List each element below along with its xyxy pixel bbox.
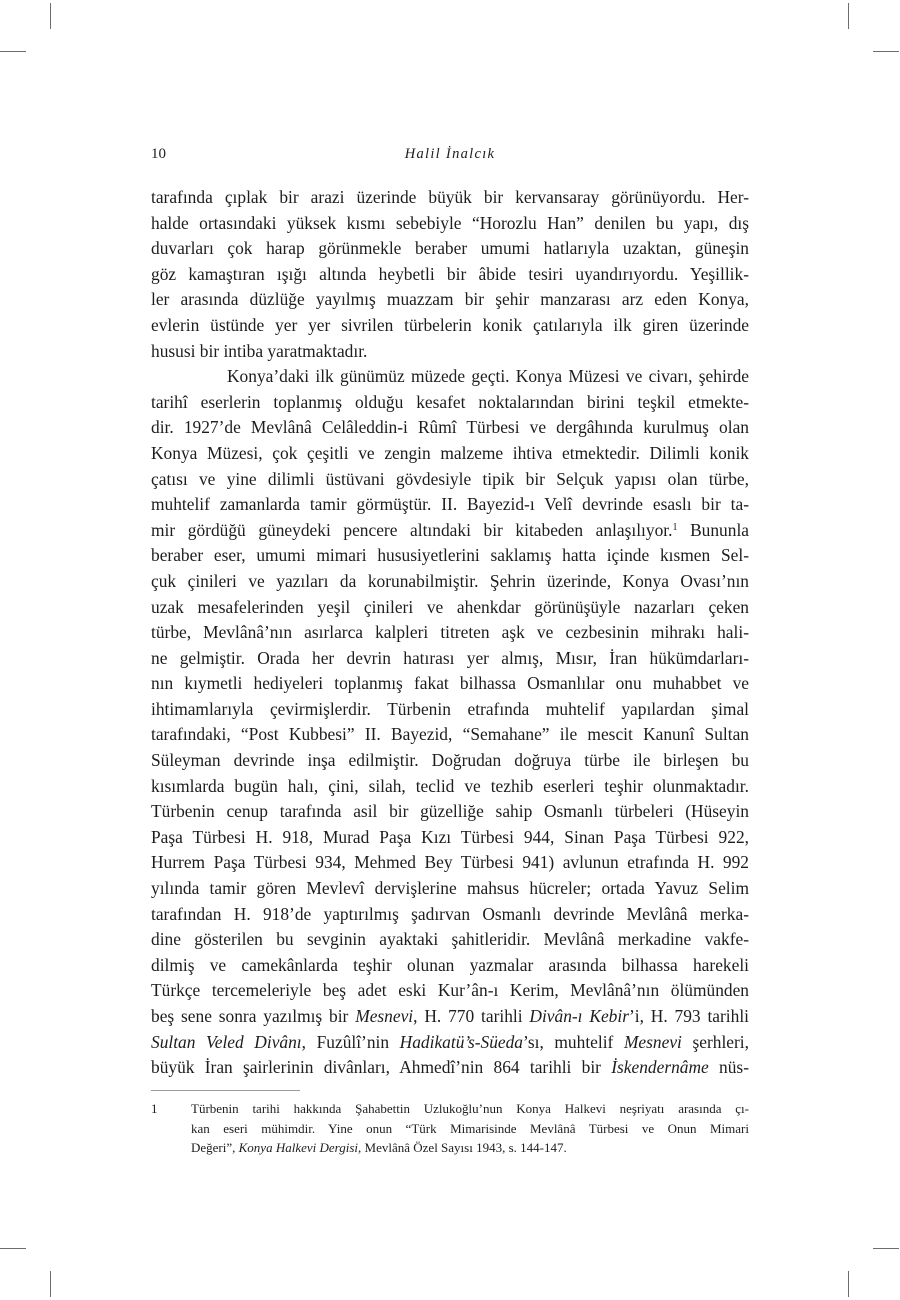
crop-mark — [848, 1271, 849, 1297]
book-title: İskendernâme — [611, 1057, 709, 1078]
text-line: duvarları çok harap görünmekle beraber umumi hatlarıyla uzaktan, güneşin — [151, 238, 749, 259]
crop-mark — [0, 1248, 26, 1249]
text-segment: şerhleri, — [681, 1031, 749, 1052]
book-title: Sultan Veled Divânı — [151, 1031, 302, 1052]
text-segment: Değeri”, — [191, 1140, 239, 1155]
text-line: göz kamaştıran ışığı altında heybetli bir âbide tesiri uyandırıyordu. Yeşillik- — [151, 263, 749, 284]
text-line: Süleyman devrinde inşa edilmiştir. Doğrudan doğruya türbe ile birleşen bu — [151, 750, 749, 771]
text-line: evlerin üstünde yer yer sivrilen türbelerin konik çatılarıyla ilk giren üzerinde — [151, 314, 749, 335]
text-line: Konya Müzesi, çok çeşitli ve zengin malzeme ihtiva etmektedir. Dilimli konik — [151, 442, 749, 463]
crop-mark — [873, 1248, 899, 1249]
text-line — [151, 1004, 749, 1030]
text-line: tarafında çıplak bir arazi üzerinde büyük bir kervansaray görünüyordu. Her- — [151, 187, 749, 207]
text-line: Türbenin tarihi hakkında Şahabettin Uzlukoğlu’nun Konya Halkevi neşriyatı arasında çı- — [191, 1101, 749, 1116]
text-segment: Mevlânâ Özel Sayısı 1943, s. 144-147. — [361, 1140, 567, 1155]
text-line — [151, 518, 749, 544]
footnote — [151, 1099, 749, 1158]
footnote-divider — [151, 1090, 300, 1091]
text-line: ihtimamlarıyla çevirmişlerdir. Türbenin etrafında muhtelif yapılardan şimal — [151, 698, 749, 719]
page-header — [151, 146, 749, 168]
text-line: tarafındaki, “Post Kubbesi” II. Bayezid, “Semahane” ile mescit Kanunî Sultan — [151, 724, 749, 745]
footnote-reference[interactable]: 1 — [672, 521, 678, 533]
text-line: tarihî eserlerin toplanmış olduğu kesafet noktalarından birini teşkil etmekte- — [151, 391, 749, 412]
book-title: Divân-ı Kebir — [529, 1006, 629, 1026]
text-line: beraber eser, umumi mimari hususiyetlerini saklamış hatta içinde kısmen Sel- — [151, 545, 749, 566]
paragraph — [151, 185, 749, 364]
text-line: dir. 1927’de Mevlânâ Celâleddin-i Rûmî Türbesi ve dergâhında kurulmuş olan — [151, 417, 749, 438]
text-line: muhtelif zamanlarda tamir görmüştür. II. Bayezid-ı Velî devrinde esaslı bir ta- — [151, 494, 749, 515]
paragraph — [151, 364, 749, 1081]
crop-mark — [0, 51, 26, 52]
page-number: 10 — [151, 146, 166, 162]
crop-mark — [50, 3, 51, 29]
text-line — [151, 1055, 749, 1081]
text-line — [151, 364, 749, 390]
book-title: Mesnevi — [355, 1006, 414, 1026]
text-line — [191, 1138, 749, 1158]
footnote-text — [191, 1099, 749, 1158]
journal-title: Konya Halkevi Dergisi, — [238, 1140, 362, 1155]
text-line: çatısı ve yine dilimli üstüvani gövdesiyle tipik bir Selçuk yapısı olan türbe, — [151, 468, 749, 489]
text-line: kan eseri mühimdir. Yine onun “Türk Mimarisinde Mevlânâ Türbesi ve Onun Mimari — [191, 1120, 749, 1136]
text-segment: Konya’daki ilk günümüz müzede geçti. Konya Müzesi ve civarı, şehirde — [227, 366, 749, 387]
body-text — [151, 185, 749, 1081]
text-line: ler arasında düzlüğe yayılmış muazzam bir şehir manzarası arz eden Konya, — [151, 289, 749, 310]
text-line: ne gelmiştir. Orada her devrin hatırası yer almış, Mısır, İran hükümdarları- — [151, 647, 749, 668]
text-segment: , H. 770 tarihli — [413, 1006, 530, 1026]
text-segment: mir gördüğü güneydeki pencere altındaki bir kitabeden anlaşılıyor. — [151, 519, 673, 540]
text-line: Türkçe tercemeleriyle beş adet eski Kur’ân-ı Kerim, Mevlânâ’nın ölümünden — [151, 980, 749, 1001]
text-line: kısımlarda bugün halı, çini, silah, teclid ve tezhib eserleri teşhir olunmaktadır. — [151, 775, 749, 796]
text-line: dine gösterilen bu sevginin ayaktaki şahitleridir. Mevlânâ merkadine vakfe- — [151, 929, 749, 950]
text-segment: , Fuzûlî’nin — [301, 1031, 400, 1052]
text-segment: Bununla — [677, 519, 749, 540]
book-title: Hadikatü’s-Süeda — [399, 1031, 524, 1052]
crop-mark — [873, 51, 899, 52]
text-line: çuk çinileri ve yazıları da korunabilmiştir. Şehrin üzerinde, Konya Ovası’nın — [151, 570, 749, 591]
crop-mark — [50, 1271, 51, 1297]
text-line: hususi bir intiba yaratmaktadır. — [151, 340, 368, 361]
running-head: Halil İnalcık — [404, 146, 496, 162]
text-segment: nüs- — [708, 1057, 749, 1078]
text-line: nın kıymetli hediyeleri toplanmış fakat bilhassa Osmanlılar onu muhabbet ve — [151, 673, 749, 694]
text-line: Hurrem Paşa Türbesi 934, Mehmed Bey Türbesi 941) avlunun etrafında H. 992 — [151, 852, 749, 873]
text-line: Türbenin cenup tarafında asil bir güzelliğe sahip Osmanlı türbeleri (Hüseyin — [151, 801, 749, 822]
text-line: halde ortasındaki yüksek kısmı sebebiyle “Horozlu Han” denilen bu yapı, dış — [151, 212, 749, 233]
text-segment: beş sene sonra yazılmış bir — [151, 1006, 356, 1026]
text-line: uzak mesafelerinden yeşil çinileri ve ahenkdar görünüşüyle nazarları çeken — [151, 596, 749, 617]
text-line — [151, 1030, 749, 1056]
text-segment: büyük İran şairlerinin divânları, Ahmedî’nin 864 tarihli bir — [151, 1057, 612, 1078]
text-segment: ’sı, muhtelif — [523, 1031, 624, 1052]
text-line: Paşa Türbesi H. 918, Murad Paşa Kızı Türbesi 944, Sinan Paşa Türbesi 922, — [151, 826, 749, 847]
crop-mark — [848, 3, 849, 29]
book-title: Mesnevi — [623, 1031, 682, 1052]
text-line: yılında tamir gören Mevlevî dervişlerine mahsus hücreler; ortada Yavuz Selim — [151, 878, 749, 899]
text-line: tarafından H. 918’de yaptırılmış şadırvan Osmanlı devrinde Mevlânâ merka- — [151, 903, 749, 924]
text-segment: ’i, H. 793 tarihli — [628, 1006, 749, 1026]
text-line: türbe, Mevlânâ’nın asırlarca kalpleri titreten aşk ve cezbesinin mihrakı hali- — [151, 622, 749, 643]
text-line: dilmiş ve camekânlarda teşhir olunan yazmalar arasında bilhassa harekeli — [151, 954, 749, 975]
footnote-number: 1 — [151, 1101, 158, 1116]
